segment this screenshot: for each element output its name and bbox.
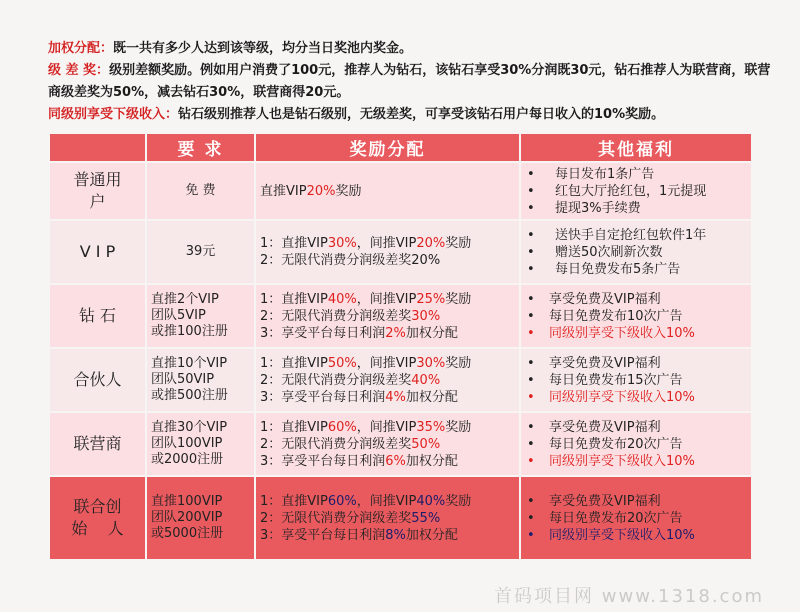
welfare-item: • 每日发布1条广告 (525, 166, 747, 183)
reward-text: 2：无限代消费分润级差奖 (260, 436, 412, 452)
reward-percentage: 25% (416, 291, 446, 307)
reward-line (260, 419, 515, 436)
reward-text: 奖励 (445, 419, 472, 435)
welfare-cell (521, 163, 751, 219)
reward-text: ，间推VIP (356, 236, 417, 251)
reward-percentage: 8% (385, 527, 406, 543)
table-header-row (50, 134, 751, 161)
reward-percentage: 2% (385, 325, 406, 341)
reward-text: 2：无限代消费分润级差奖 (260, 372, 412, 388)
requirement-cell (147, 477, 254, 559)
requirement-line: 直推30个VIP (151, 420, 228, 435)
reward-percentage: 4% (385, 389, 406, 405)
requirement-cell (147, 285, 254, 347)
welfare-cell (521, 221, 751, 283)
reward-percentage: 20% (306, 183, 336, 199)
note-text: 钻石级别推荐人也是钻石级别，无级差奖，可享受该钻石用户每日收入的10%奖励。 (178, 107, 665, 122)
reward-cell (256, 413, 519, 475)
welfare-item: • 享受免费及VIP福利 (525, 291, 747, 308)
requirement-line: 直推100VIP (151, 494, 223, 509)
reward-text: ，间推VIP (356, 355, 417, 371)
reward-percentage: 60% (327, 493, 357, 509)
note-label: 同级别享受下级收入： (48, 107, 179, 122)
header-reward: 奖励分配 (256, 134, 519, 161)
reward-cell (256, 163, 519, 219)
requirement-cell (147, 163, 254, 219)
reward-text: 1：直推VIP (260, 419, 328, 435)
level-name (50, 477, 145, 559)
requirement-line: 或推100注册 (151, 324, 228, 339)
reward-line (260, 252, 515, 269)
requirement-line: 39元 (185, 244, 216, 259)
reward-text: 奖励 (335, 183, 362, 199)
note-same-level (48, 104, 778, 126)
reward-percentage: 35% (416, 419, 446, 435)
welfare-item: • 每日免费发布5条广告 (525, 261, 747, 278)
reward-percentage: 60% (327, 419, 357, 435)
welfare-list (525, 355, 747, 406)
reward-text: 加权分配 (405, 325, 458, 341)
requirement-line: 或推500注册 (151, 388, 228, 403)
reward-line (260, 325, 515, 342)
reward-text: 1：直推VIP (260, 493, 328, 509)
welfare-item: • 提现3%手续费 (525, 200, 747, 217)
table-row (50, 163, 751, 219)
level-name-line: 普通用 (73, 170, 122, 189)
welfare-cell (521, 349, 751, 411)
reward-percentage: 40% (416, 493, 446, 509)
reward-text: 3：享受平台每日利润 (260, 453, 386, 469)
note-label: 级 差 奖： (48, 63, 110, 78)
reward-text: 加权分配 (405, 453, 458, 469)
reward-text: 2：无限代消费分润级差奖20% (260, 253, 441, 268)
note-text: 既一共有多少人达到该等级，均分当日奖池内奖金。 (113, 41, 413, 56)
requirement-line: 或2000注册 (151, 452, 224, 467)
header-welfare: 其他福利 (521, 134, 751, 161)
welfare-list (525, 493, 747, 544)
requirement-line: 直推2个VIP (151, 292, 219, 307)
header-level (50, 134, 145, 161)
level-name-line: 合伙人 (73, 370, 122, 389)
reward-text: 3：享受平台每日利润 (260, 527, 386, 543)
reward-text: ，间推VIP (356, 419, 417, 435)
reward-text: 1：直推VIP (260, 355, 328, 371)
reward-line (260, 235, 515, 252)
note-text: 级别差额奖励。例如用户消费了100元，推荐人为钻石，该钻石享受30%分润既30元，钻石推荐人为联营商，联营商级差奖为50%，减去钻石30%，联营商得20元。 (48, 63, 771, 100)
welfare-list (525, 227, 747, 278)
welfare-item: • 每日免费发布10次广告 (525, 308, 747, 325)
welfare-list (525, 291, 747, 342)
requirement-line: 团队50VIP (151, 372, 215, 387)
welfare-item: • 享受免费及VIP福利 (525, 355, 747, 372)
reward-text: 1：直推VIP (260, 236, 328, 251)
level-name-line: 钻 石 (78, 306, 117, 325)
reward-line (260, 308, 515, 325)
level-name (50, 221, 145, 283)
reward-percentage: 50% (327, 355, 357, 371)
reward-cell (256, 349, 519, 411)
welfare-item: • 送快手自定抢红包软件1年 (525, 227, 747, 244)
welfare-cell (521, 477, 751, 559)
reward-text: 3：享受平台每日利润 (260, 389, 386, 405)
table-row (50, 221, 751, 283)
note-weighted (48, 38, 778, 60)
welfare-item: • 每日免费发布20次广告 (525, 510, 747, 527)
welfare-item: • 同级别享受下级收入10% (525, 527, 747, 544)
reward-text: 2：无限代消费分润级差奖 (260, 510, 412, 526)
reward-cell (256, 477, 519, 559)
welfare-cell (521, 413, 751, 475)
note-label: 加权分配： (48, 41, 114, 56)
reward-percentage: 55% (411, 510, 441, 526)
reward-line (260, 436, 515, 453)
table-row (50, 413, 751, 475)
reward-text: 1：直推VIP (260, 291, 328, 307)
reward-percentage: 30% (411, 308, 441, 324)
reward-line (260, 527, 515, 544)
reward-line (260, 389, 515, 406)
reward-percentage: 50% (411, 436, 441, 452)
requirement-line: 或5000注册 (151, 526, 224, 541)
reward-line (260, 183, 515, 200)
welfare-item: • 每日免费发布15次广告 (525, 372, 747, 389)
welfare-item: • 同级别享受下级收入10% (525, 453, 747, 470)
table-row (50, 349, 751, 411)
reward-text: 奖励 (445, 291, 472, 307)
reward-cell (256, 285, 519, 347)
level-name-line: 联营商 (73, 434, 122, 453)
requirement-cell (147, 413, 254, 475)
welfare-item: • 每日免费发布20次广告 (525, 436, 747, 453)
level-name (50, 413, 145, 475)
reward-text: ，间推VIP (356, 493, 417, 509)
reward-percentage: 20% (416, 236, 446, 251)
reward-line (260, 372, 515, 389)
requirement-line: 团队5VIP (151, 308, 206, 323)
reward-cell (256, 221, 519, 283)
requirement-cell (147, 349, 254, 411)
reward-percentage: 40% (327, 291, 357, 307)
requirement-line: 直推10个VIP (151, 356, 228, 371)
level-name-line: 户 (89, 192, 106, 211)
notes-section (48, 38, 778, 126)
welfare-list (525, 166, 747, 217)
level-name (50, 285, 145, 347)
welfare-item: • 同级别享受下级收入10% (525, 389, 747, 406)
requirement-line: 免 费 (185, 183, 216, 198)
reward-text: 直推VIP (260, 183, 307, 199)
reward-line (260, 510, 515, 527)
reward-line (260, 291, 515, 308)
welfare-item: • 享受免费及VIP福利 (525, 493, 747, 510)
reward-text: 2：无限代消费分润级差奖 (260, 308, 412, 324)
welfare-item: • 享受免费及VIP福利 (525, 419, 747, 436)
reward-text: 加权分配 (405, 389, 458, 405)
requirement-cell (147, 221, 254, 283)
reward-text: 奖励 (445, 493, 472, 509)
reward-percentage: 30% (416, 355, 446, 371)
requirement-line: 团队100VIP (151, 436, 223, 451)
reward-text: 奖励 (445, 236, 472, 251)
membership-table (48, 132, 753, 561)
header-requirement: 要 求 (147, 134, 254, 161)
welfare-item: • 同级别享受下级收入10% (525, 325, 747, 342)
table-row (50, 285, 751, 347)
welfare-item: • 赠送50次刷新次数 (525, 244, 747, 261)
requirement-line: 团队200VIP (151, 510, 223, 525)
level-name (50, 163, 145, 219)
watermark: 首码项目网 www.1318.com (494, 586, 764, 607)
reward-text: 奖励 (445, 355, 472, 371)
reward-text: 3：享受平台每日利润 (260, 325, 386, 341)
level-name (50, 349, 145, 411)
welfare-cell (521, 285, 751, 347)
reward-line (260, 355, 515, 372)
reward-text: ，间推VIP (356, 291, 417, 307)
welfare-item: • 红包大厅抢红包，1元提现 (525, 183, 747, 200)
reward-line (260, 493, 515, 510)
reward-line (260, 453, 515, 470)
reward-percentage: 6% (385, 453, 406, 469)
table-row (50, 477, 751, 559)
reward-text: 加权分配 (405, 527, 458, 543)
note-level-diff (48, 60, 778, 104)
reward-percentage: 40% (411, 372, 441, 388)
level-name-line: 始 人 (71, 519, 124, 538)
reward-percentage: 30% (327, 236, 357, 251)
welfare-list (525, 419, 747, 470)
level-name-line: 联合创 (73, 497, 122, 516)
level-name-line: V I P (79, 242, 116, 261)
